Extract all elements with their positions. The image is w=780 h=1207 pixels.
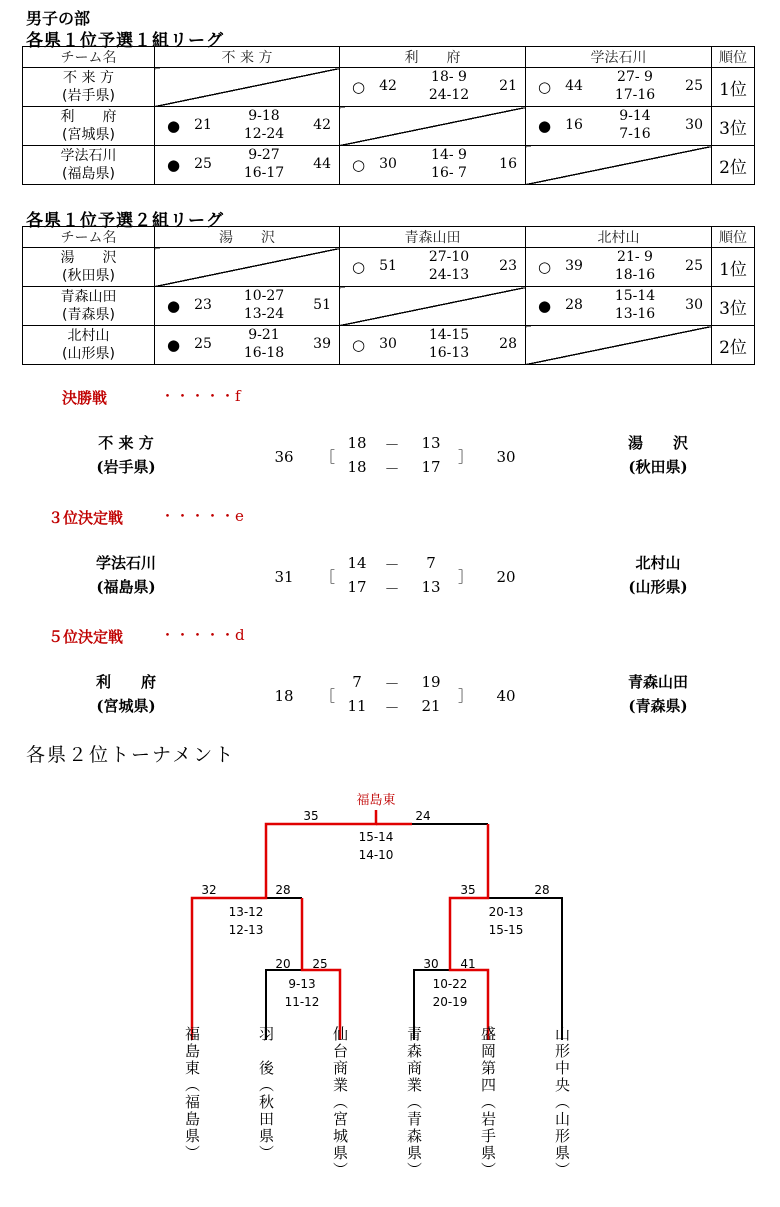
- set-2-score: 24-12: [428, 87, 470, 103]
- team-name-cell: [23, 287, 155, 326]
- left-team-prefecture: (岩手県): [96, 458, 156, 476]
- semi-left-set-1: 13-12: [228, 905, 264, 919]
- half2-left: 17: [347, 578, 367, 596]
- left-team-prefecture: (宮城県): [96, 697, 156, 715]
- semi-right-set-2: 15-15: [488, 923, 524, 937]
- open-bracket: ［: [320, 448, 336, 466]
- right-team-name: 北村山: [635, 554, 681, 572]
- header-col1: 不 来 方: [155, 47, 340, 68]
- match-result-cell: [340, 248, 526, 287]
- set-1-score: 9-21: [248, 327, 280, 343]
- left-team-name: 利 府: [95, 673, 156, 691]
- rank-cell: 2位: [712, 146, 755, 185]
- result-mark: ●: [167, 297, 181, 315]
- half2-right: 13: [421, 578, 441, 596]
- semi-left-set-2: 12-13: [228, 923, 264, 937]
- points-for: 25: [194, 156, 212, 172]
- set-1-score: 10-27: [243, 288, 285, 304]
- points-against: 16: [499, 156, 517, 172]
- tournament-title: 各県２位トーナメント: [26, 744, 236, 766]
- match-label: ５位決定戦: [48, 628, 124, 646]
- semi-right-sets: [472, 903, 540, 939]
- champion-label: 福島東: [356, 793, 396, 808]
- self-match-cell: [340, 287, 526, 326]
- set-2-score: 18-16: [614, 267, 656, 283]
- points-against: 42: [313, 117, 331, 133]
- header-col3: 北村山: [526, 227, 712, 248]
- semi-right-right-score: 28: [534, 883, 550, 897]
- qf-right-set-2: 20-19: [432, 995, 468, 1009]
- league1-title: 各県１位予選１組リーグ: [26, 31, 224, 51]
- team-prefecture: (青森県): [62, 307, 115, 323]
- right-team: [598, 670, 718, 718]
- points-for: 42: [379, 78, 397, 94]
- half1-left: 14: [347, 554, 367, 572]
- qf-left-right-score: 25: [312, 957, 328, 971]
- match-dots: ・・・・・e: [160, 507, 244, 525]
- half2-left: 18: [347, 458, 367, 476]
- match-label: 決勝戦: [62, 389, 108, 407]
- team-yamagata-chuo: 山形中央（山形県）: [553, 1026, 571, 1179]
- final-left-score: 35: [303, 809, 319, 823]
- qf-left-set-2: 11-12: [284, 995, 320, 1009]
- header-col1: 湯 沢: [155, 227, 340, 248]
- half2-dash: －: [384, 699, 400, 717]
- league1-table: [22, 46, 755, 185]
- set-1-score: 27- 9: [617, 69, 653, 85]
- match-result-cell: [155, 146, 340, 185]
- match-result-cell: [526, 107, 712, 146]
- points-against: 28: [499, 336, 517, 352]
- left-team-prefecture: (福島県): [96, 578, 156, 596]
- half1-left: 18: [347, 434, 367, 452]
- team-prefecture: (岩手県): [62, 88, 115, 104]
- self-match-cell: [340, 107, 526, 146]
- header-team: チーム名: [23, 227, 155, 248]
- qf-right-left-score: 30: [423, 957, 439, 971]
- points-for: 25: [194, 336, 212, 352]
- half2-dash: －: [384, 460, 400, 478]
- match-result-cell: [155, 287, 340, 326]
- semi-right-left-score: 35: [460, 883, 476, 897]
- set-2-score: 16-17: [243, 165, 285, 181]
- match-result-cell: [340, 326, 526, 365]
- set-2-score: 16-13: [428, 345, 470, 361]
- qf-right-set-1: 10-22: [432, 977, 468, 991]
- points-for: 28: [565, 297, 583, 313]
- qf-left-sets: [268, 975, 336, 1011]
- match-result-cell: [155, 326, 340, 365]
- close-bracket: ］: [458, 568, 474, 586]
- rank-cell: 3位: [712, 287, 755, 326]
- self-match-cell: [155, 248, 340, 287]
- self-match-cell: [155, 68, 340, 107]
- left-total-score: 18: [274, 687, 294, 705]
- header-rank: 順位: [712, 47, 755, 68]
- half2-left: 11: [347, 697, 367, 715]
- left-team: [66, 670, 186, 718]
- points-for: 51: [379, 258, 397, 274]
- left-team-name: 不 来 方: [98, 434, 154, 452]
- points-against: 25: [685, 258, 703, 274]
- set-2-score: 24-13: [428, 267, 470, 283]
- half1-right: 7: [426, 554, 436, 572]
- team-name: 湯 沢: [60, 250, 117, 266]
- set-1-score: 21- 9: [617, 249, 653, 265]
- result-mark: ○: [352, 336, 366, 354]
- result-mark: ●: [167, 117, 181, 135]
- team-morioka-daiyon: 盛岡第四（岩手県）: [479, 1026, 497, 1179]
- header-team: チーム名: [23, 47, 155, 68]
- team-name: 北村山: [67, 328, 110, 344]
- semi-right-set-1: 20-13: [488, 905, 524, 919]
- points-for: 23: [194, 297, 212, 313]
- header-col3: 学法石川: [526, 47, 712, 68]
- semi-left-sets: [212, 903, 280, 939]
- set-2-score: 13-24: [243, 306, 285, 322]
- rank-cell: 1位: [712, 248, 755, 287]
- league-row: [23, 326, 755, 365]
- result-mark: ●: [538, 117, 552, 135]
- points-for: 16: [565, 117, 583, 133]
- match-label: ３位決定戦: [48, 509, 124, 527]
- left-team: [66, 431, 186, 479]
- half2-right: 21: [421, 697, 441, 715]
- result-mark: ○: [352, 258, 366, 276]
- tournament-bracket: [0, 780, 780, 1040]
- rank-cell: 1位: [712, 68, 755, 107]
- league2-title: 各県１位予選２組リーグ: [26, 211, 224, 231]
- right-team-prefecture: (山形県): [628, 578, 688, 596]
- team-prefecture: (福島県): [62, 166, 115, 182]
- final-sets: [340, 828, 412, 864]
- right-team-prefecture: (青森県): [628, 697, 688, 715]
- header-col2: 利 府: [340, 47, 526, 68]
- semi-left-right-score: 28: [275, 883, 291, 897]
- rank-cell: 2位: [712, 326, 755, 365]
- self-match-cell: [526, 146, 712, 185]
- points-against: 39: [313, 336, 331, 352]
- team-sendai-shogyo: 仙台商業（宮城県）: [331, 1026, 349, 1179]
- rank-cell: 3位: [712, 107, 755, 146]
- team-name: 青森山田: [60, 289, 117, 305]
- right-team: [598, 431, 718, 479]
- team-name-cell: [23, 326, 155, 365]
- set-2-score: 17-16: [614, 87, 656, 103]
- half2-right: 17: [421, 458, 441, 476]
- points-for: 21: [194, 117, 212, 133]
- set-2-score: 16-18: [243, 345, 285, 361]
- set-2-score: 12-24: [243, 126, 285, 142]
- team-name-cell: [23, 146, 155, 185]
- right-team: [598, 551, 718, 599]
- close-bracket: ］: [458, 687, 474, 705]
- league1-header-row: [23, 47, 755, 68]
- team-name-cell: [23, 248, 155, 287]
- qf-right-right-score: 41: [460, 957, 476, 971]
- self-match-cell: [526, 326, 712, 365]
- league2-header-row: [23, 227, 755, 248]
- league2-table: [22, 226, 755, 365]
- points-against: 44: [313, 156, 331, 172]
- half1-left: 7: [352, 673, 362, 691]
- points-for: 44: [565, 78, 583, 94]
- league-row: [23, 107, 755, 146]
- match-result-cell: [526, 248, 712, 287]
- points-against: 30: [685, 117, 703, 133]
- result-mark: ●: [167, 156, 181, 174]
- team-ugo: 羽 後（秋田県）: [257, 1026, 275, 1162]
- league-row: [23, 248, 755, 287]
- set-1-score: 9-14: [619, 108, 651, 124]
- league-row: [23, 146, 755, 185]
- final-right-score: 24: [415, 809, 431, 823]
- close-bracket: ］: [458, 448, 474, 466]
- set-1-score: 14-15: [428, 327, 470, 343]
- left-total-score: 31: [274, 568, 294, 586]
- qf-left-set-1: 9-13: [288, 977, 316, 991]
- set-2-score: 16- 7: [431, 165, 467, 181]
- points-for: 30: [379, 156, 397, 172]
- result-mark: ○: [538, 258, 552, 276]
- match-result-cell: [526, 287, 712, 326]
- team-prefecture: (宮城県): [62, 127, 115, 143]
- points-against: 51: [313, 297, 331, 313]
- half1-dash: －: [384, 675, 400, 693]
- league-row: [23, 287, 755, 326]
- match-result-cell: [155, 107, 340, 146]
- set-1-score: 15-14: [614, 288, 656, 304]
- left-team-name: 学法石川: [95, 554, 156, 572]
- set-1-score: 9-27: [248, 147, 280, 163]
- half1-dash: －: [384, 556, 400, 574]
- match-dots: ・・・・・d: [160, 626, 245, 644]
- left-team: [66, 551, 186, 599]
- qf-right-sets: [416, 975, 484, 1011]
- half2-dash: －: [384, 580, 400, 598]
- points-against: 21: [499, 78, 517, 94]
- result-mark: ○: [352, 156, 366, 174]
- final-set-1: 15-14: [358, 830, 394, 844]
- points-for: 39: [565, 258, 583, 274]
- set-1-score: 14- 9: [431, 147, 467, 163]
- set-1-score: 9-18: [248, 108, 280, 124]
- result-mark: ●: [538, 297, 552, 315]
- open-bracket: ［: [320, 687, 336, 705]
- result-mark: ○: [352, 78, 366, 96]
- set-1-score: 27-10: [428, 249, 470, 265]
- match-result-cell: [340, 146, 526, 185]
- right-total-score: 40: [496, 687, 516, 705]
- half1-right: 13: [421, 434, 441, 452]
- section-title: 男子の部: [26, 9, 91, 28]
- open-bracket: ［: [320, 568, 336, 586]
- result-mark: ●: [167, 336, 181, 354]
- set-2-score: 13-16: [614, 306, 656, 322]
- left-total-score: 36: [274, 448, 294, 466]
- team-name: 不 来 方: [63, 70, 114, 86]
- team-prefecture: (秋田県): [62, 268, 115, 284]
- right-total-score: 20: [496, 568, 516, 586]
- team-name-cell: [23, 68, 155, 107]
- result-mark: ○: [538, 78, 552, 96]
- team-name: 利 府: [60, 109, 117, 125]
- half1-right: 19: [421, 673, 441, 691]
- semi-left-left-score: 32: [201, 883, 217, 897]
- match-dots: ・・・・・f: [160, 387, 241, 405]
- points-against: 23: [499, 258, 517, 274]
- right-total-score: 30: [496, 448, 516, 466]
- set-2-score: 7-16: [619, 126, 651, 142]
- match-result-cell: [340, 68, 526, 107]
- team-name: 学法石川: [60, 148, 117, 164]
- match-result-cell: [526, 68, 712, 107]
- half1-dash: －: [384, 436, 400, 454]
- league-row: [23, 68, 755, 107]
- right-team-name: 湯 沢: [627, 434, 688, 452]
- header-rank: 順位: [712, 227, 755, 248]
- set-1-score: 18- 9: [431, 69, 467, 85]
- team-prefecture: (山形県): [62, 346, 115, 362]
- qf-left-left-score: 20: [275, 957, 291, 971]
- team-name-cell: [23, 107, 155, 146]
- points-for: 30: [379, 336, 397, 352]
- team-fukushima-higashi: 福島東（福島県）: [183, 1026, 201, 1162]
- final-set-2: 14-10: [358, 848, 394, 862]
- header-col2: 青森山田: [340, 227, 526, 248]
- right-team-name: 青森山田: [627, 673, 688, 691]
- team-aomori-shogyo: 青森商業（青森県）: [405, 1026, 423, 1179]
- points-against: 25: [685, 78, 703, 94]
- points-against: 30: [685, 297, 703, 313]
- right-team-prefecture: (秋田県): [628, 458, 688, 476]
